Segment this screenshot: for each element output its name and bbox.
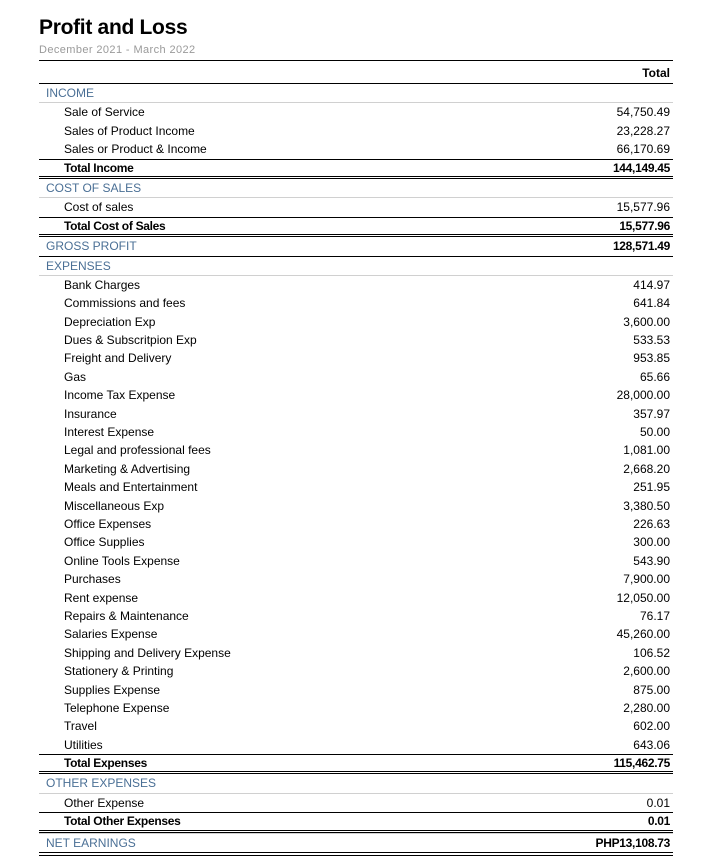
- section-expenses: [39, 257, 673, 276]
- line-item-label: Online Tools Expense: [64, 553, 180, 568]
- gross-profit-row: [39, 237, 673, 256]
- line-item-amount: 65.66: [639, 369, 670, 384]
- line-item-label: Insurance: [64, 406, 117, 421]
- line-item-row: [39, 589, 673, 607]
- line-item-amount: 533.53: [633, 333, 670, 348]
- line-item-row: [39, 533, 673, 551]
- line-item-amount: 414.97: [633, 277, 670, 292]
- profit-loss-table: [39, 60, 673, 856]
- line-item-amount: 66,170.69: [616, 142, 670, 157]
- column-header-total: Total: [642, 66, 670, 80]
- gross-profit-amount: 128,571.49: [612, 239, 670, 254]
- total-cost-of-sales-row: [39, 217, 673, 237]
- line-item-amount: 226.63: [633, 516, 670, 531]
- line-item-label: Repairs & Maintenance: [64, 608, 189, 623]
- total-label: Total Other Expenses: [64, 814, 181, 829]
- line-item-row: [39, 276, 673, 294]
- line-item-row: [39, 294, 673, 312]
- line-item-label: Sales or Product & Income: [64, 142, 207, 157]
- line-item-row: [39, 313, 673, 331]
- line-item-label: Other Expense: [64, 795, 145, 810]
- line-item-row: [39, 368, 673, 386]
- line-item-row: [39, 441, 673, 459]
- line-item-label: Sale of Service: [64, 105, 145, 120]
- line-item-amount: 76.17: [639, 608, 670, 623]
- line-item-amount: 23,228.27: [616, 123, 670, 138]
- total-label: Total Cost of Sales: [64, 218, 166, 233]
- line-item-amount: 3,600.00: [623, 314, 670, 329]
- line-item-row: [39, 140, 673, 158]
- line-item-row: [39, 717, 673, 735]
- income-items: [39, 103, 673, 158]
- line-item-label: Rent expense: [64, 590, 139, 605]
- line-item-label: Interest Expense: [64, 425, 155, 440]
- line-item-row: [39, 478, 673, 496]
- total-other-expenses-row: [39, 812, 673, 832]
- line-item-amount: 641.84: [633, 296, 670, 311]
- line-item-label: Supplies Expense: [64, 682, 161, 697]
- line-item-row: [39, 662, 673, 680]
- line-item-amount: 0.01: [646, 795, 670, 810]
- line-item-amount: 875.00: [633, 682, 670, 697]
- line-item-amount: 106.52: [633, 645, 670, 660]
- line-item-row: [39, 405, 673, 423]
- report-title: Profit and Loss: [39, 16, 188, 39]
- expense-items: [39, 276, 673, 754]
- line-item-label: Salaries Expense: [64, 627, 158, 642]
- section-label: COST OF SALES: [46, 180, 142, 195]
- line-item-label: Purchases: [64, 572, 121, 587]
- line-item-amount: 45,260.00: [616, 627, 670, 642]
- total-label: Total Expenses: [64, 756, 147, 771]
- line-item-amount: 543.90: [633, 553, 670, 568]
- section-label: INCOME: [46, 86, 94, 100]
- total-amount: 15,577.96: [619, 218, 670, 233]
- cost-of-sales-items: [39, 198, 673, 216]
- line-item-amount: 15,577.96: [616, 200, 670, 215]
- net-earnings-row: [39, 833, 673, 856]
- line-item-row: [39, 736, 673, 754]
- line-item-label: Office Expenses: [64, 516, 152, 531]
- line-item-label: Travel: [64, 719, 97, 734]
- line-item-amount: 7,900.00: [623, 572, 670, 587]
- line-item-label: Commissions and fees: [64, 296, 186, 311]
- line-item-row: [39, 625, 673, 643]
- total-label: Total Income: [64, 160, 134, 175]
- line-item-label: Cost of sales: [64, 200, 134, 215]
- line-item-row: [39, 794, 673, 812]
- line-item-label: Stationery & Printing: [64, 664, 174, 679]
- line-item-label: Legal and professional fees: [64, 443, 211, 458]
- line-item-row: [39, 460, 673, 478]
- total-amount: 0.01: [647, 814, 670, 829]
- line-item-label: Depreciation Exp: [64, 314, 156, 329]
- section-cost-of-sales: [39, 179, 673, 198]
- line-item-amount: 602.00: [633, 719, 670, 734]
- total-income-row: [39, 159, 673, 179]
- line-item-row: [39, 386, 673, 404]
- line-item-row: [39, 122, 673, 140]
- line-item-row: [39, 681, 673, 699]
- line-item-label: Marketing & Advertising: [64, 461, 191, 476]
- total-expenses-row: [39, 754, 673, 774]
- line-item-row: [39, 198, 673, 216]
- report-period: December 2021 - March 2022: [39, 44, 196, 56]
- section-label: EXPENSES: [46, 258, 111, 273]
- line-item-amount: 953.85: [633, 351, 670, 366]
- line-item-amount: 357.97: [633, 406, 670, 421]
- line-item-amount: 300.00: [633, 535, 670, 550]
- line-item-row: [39, 515, 673, 533]
- line-item-amount: 1,081.00: [623, 443, 670, 458]
- line-item-amount: 2,280.00: [623, 700, 670, 715]
- line-item-row: [39, 570, 673, 588]
- line-item-label: Income Tax Expense: [64, 388, 176, 403]
- line-item-row: [39, 497, 673, 515]
- net-earnings-label: NET EARNINGS: [46, 835, 136, 850]
- line-item-label: Sales of Product Income: [64, 123, 195, 138]
- line-item-amount: 251.95: [633, 480, 670, 495]
- total-amount: 115,462.75: [613, 756, 670, 771]
- line-item-label: Dues & Subscritpion Exp: [64, 333, 197, 348]
- line-item-label: Utilities: [64, 737, 103, 752]
- gross-profit-label: GROSS PROFIT: [46, 239, 137, 254]
- section-other-expenses: [39, 774, 673, 793]
- column-header-row: [39, 61, 673, 84]
- line-item-row: [39, 644, 673, 662]
- line-item-row: [39, 699, 673, 717]
- line-item-row: [39, 607, 673, 625]
- line-item-amount: 50.00: [639, 425, 670, 440]
- line-item-amount: 2,600.00: [623, 664, 670, 679]
- net-earnings-amount: PHP13,108.73: [595, 835, 670, 850]
- section-label: OTHER EXPENSES: [46, 776, 157, 791]
- line-item-label: Gas: [64, 369, 87, 384]
- total-amount: 144,149.45: [612, 160, 670, 175]
- line-item-row: [39, 349, 673, 367]
- line-item-amount: 12,050.00: [616, 590, 670, 605]
- line-item-label: Freight and Delivery: [64, 351, 172, 366]
- line-item-label: Shipping and Delivery Expense: [64, 645, 231, 660]
- line-item-label: Telephone Expense: [64, 700, 170, 715]
- line-item-row: [39, 103, 673, 121]
- other-expense-items: [39, 794, 673, 812]
- line-item-amount: 3,380.50: [623, 498, 670, 513]
- line-item-label: Office Supplies: [64, 535, 145, 550]
- section-income: [39, 84, 673, 103]
- line-item-label: Miscellaneous Exp: [64, 498, 165, 513]
- line-item-label: Meals and Entertainment: [64, 480, 198, 495]
- line-item-amount: 2,668.20: [623, 461, 670, 476]
- line-item-label: Bank Charges: [64, 277, 141, 292]
- line-item-row: [39, 552, 673, 570]
- line-item-row: [39, 331, 673, 349]
- line-item-amount: 643.06: [633, 737, 670, 752]
- line-item-row: [39, 423, 673, 441]
- line-item-amount: 28,000.00: [616, 388, 670, 403]
- line-item-amount: 54,750.49: [616, 105, 670, 120]
